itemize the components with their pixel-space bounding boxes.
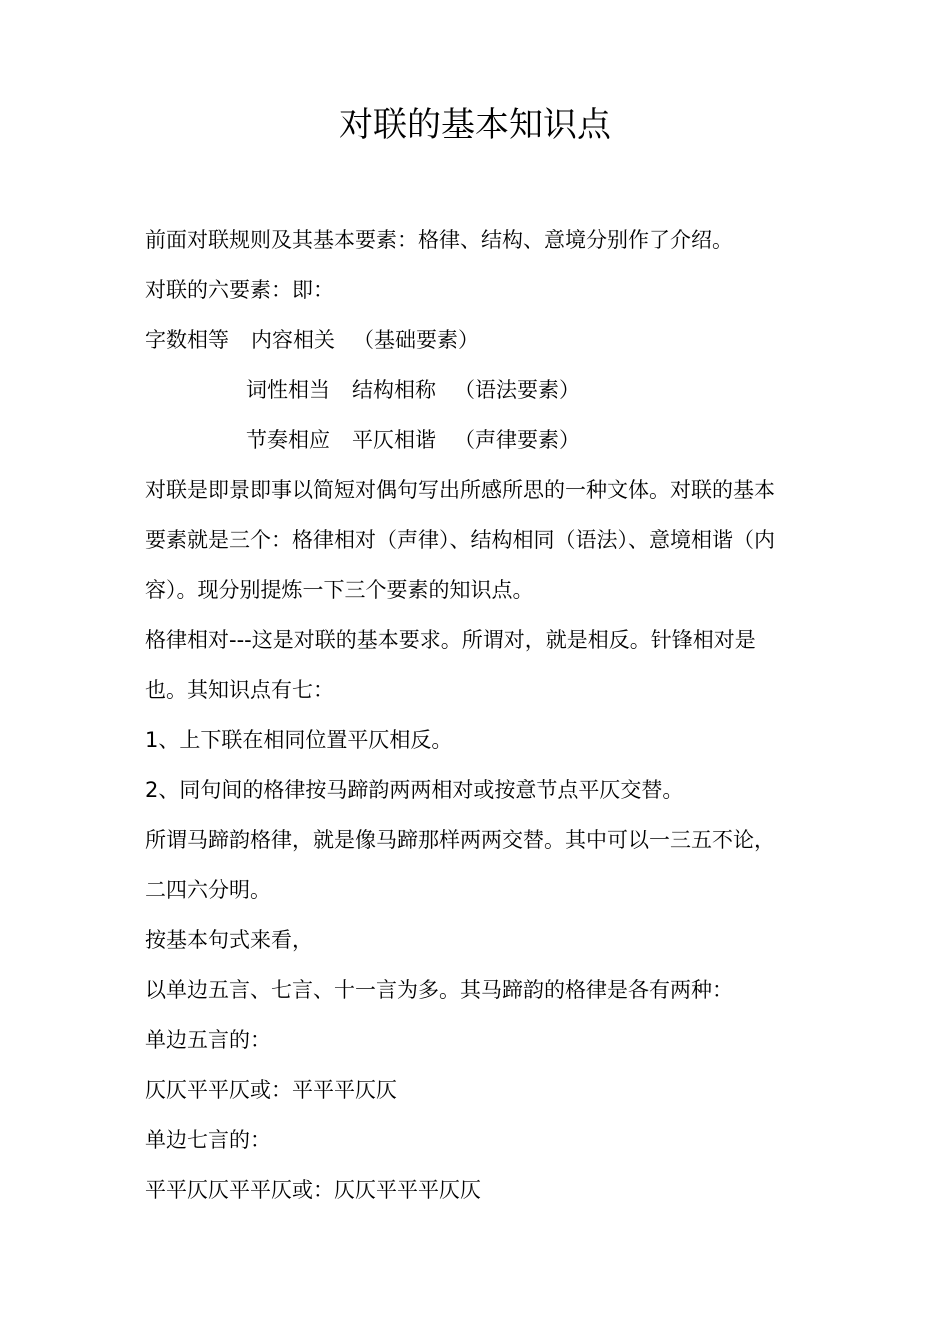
element-item: 词性相当 (246, 378, 330, 402)
element-group-tone (145, 415, 815, 465)
paragraph-line: 单边五言的： (145, 1028, 271, 1052)
paragraph-line: 所谓马蹄韵格律，就是像马蹄那样两两交替。其中可以一三五不论， (145, 828, 775, 852)
element-item: 字数相等 (145, 328, 229, 352)
element-category: （声律要素） (454, 428, 580, 452)
paragraph-line: 按基本句式来看， (145, 928, 313, 952)
paragraph-line: 也。其知识点有七： (145, 678, 334, 702)
paragraph-line: 容）。现分别提炼一下三个要素的知识点。 (145, 578, 534, 602)
list-item: 1、上下联在相同位置平仄相反。 (145, 728, 453, 752)
paragraph-line: 对联的六要素：即： (145, 278, 334, 302)
tone-pattern: 仄仄平平仄或：平平平仄仄 (145, 1078, 397, 1102)
paragraph-line: 格律相对---这是对联的基本要求。所谓对，就是相反。针锋相对是 (145, 628, 756, 652)
paragraph-line: 要素就是三个：格律相对（声律）、结构相同（语法）、意境相谐（内 (145, 528, 775, 552)
document-body (145, 215, 815, 1215)
tone-pattern: 平平仄仄平平仄或：仄仄平平平仄仄 (145, 1178, 481, 1202)
element-item: 节奏相应 (246, 428, 330, 452)
list-item: 2、同句间的格律按马蹄韵两两相对或按意节点平仄交替。 (145, 778, 684, 802)
paragraph-line: 二四六分明。 (145, 878, 271, 902)
element-group-grammar (145, 365, 815, 415)
paragraph-line: 对联是即景即事以简短对偶句写出所感所思的一种文体。对联的基本 (145, 478, 775, 502)
paragraph-line: 前面对联规则及其基本要素：格律、结构、意境分别作了介绍。 (145, 228, 733, 252)
paragraph-line: 以单边五言、七言、十一言为多。其马蹄韵的格律是各有两种： (145, 978, 733, 1002)
document-title: 对联的基本知识点 (339, 105, 611, 145)
element-category: （基础要素） (353, 328, 479, 352)
element-item: 内容相关 (251, 328, 335, 352)
element-group-basic (145, 315, 815, 365)
paragraph-line: 单边七言的： (145, 1128, 271, 1152)
element-item: 结构相称 (352, 378, 436, 402)
element-category: （语法要素） (454, 378, 580, 402)
element-item: 平仄相谐 (352, 428, 436, 452)
